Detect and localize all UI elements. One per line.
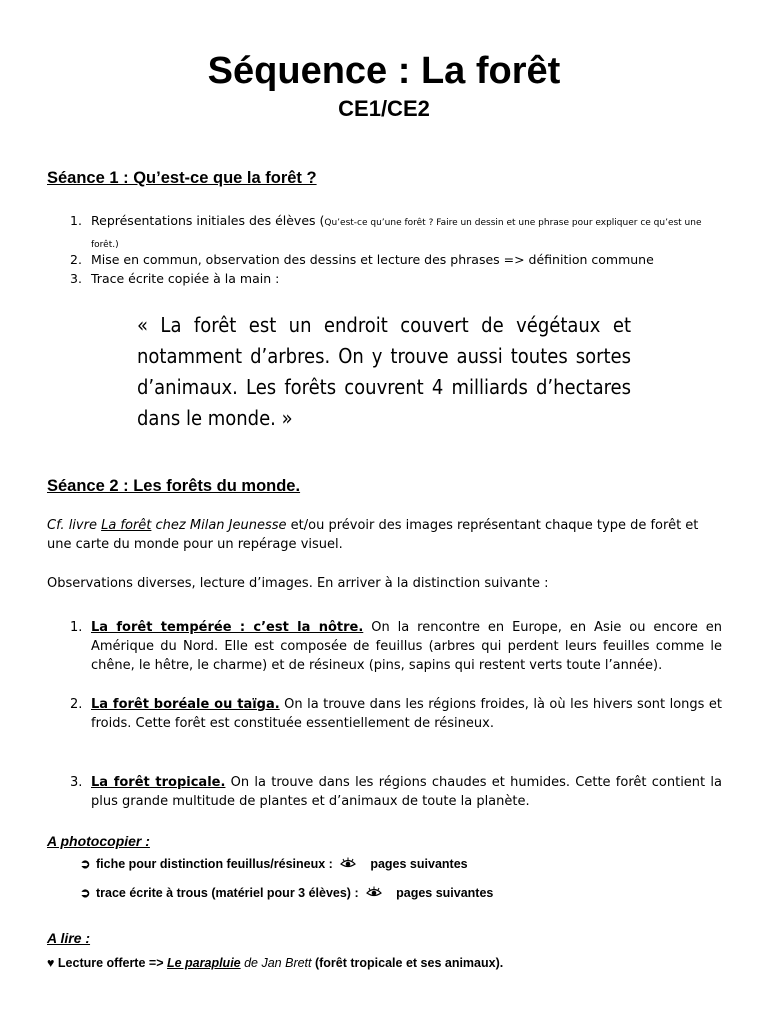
list-number: 2. [70,697,83,712]
list-text [91,773,722,811]
intro-rest: et/ou prévoir des images représentant chaque type de forêt et une carte du monde pour un repérage visuel. [47,518,699,552]
observations-paragraph: Observations diverses, lecture d’images. En arriver à la distinction suivante : [47,576,549,591]
photocopy-text: trace écrite à trous (matériel pour 3 élèves) : [96,886,359,900]
photocopy-after: pages suivantes [396,886,494,900]
forest-type-text: On la trouve dans les régions chaudes et humides. Cette forêt contient la plus grande multitude de plantes et d’animaux de toute la planète. [91,775,722,809]
read-prefix: Lecture offerte => [57,956,167,970]
seance2-heading: Séance 2 : Les forêts du monde. [47,477,301,495]
intro-book-title: La forêt [101,518,152,533]
read-suffix: (forêt tropicale et ses animaux). [311,956,504,970]
read-label: A lire : [47,930,91,946]
photocopy-line [80,885,493,900]
intro-cf: Cf. livre [47,518,102,533]
list-number: 3. [70,271,82,286]
eye-icon [366,886,382,898]
intro-publisher: chez Milan Jeunesse [151,518,287,533]
forest-type-text: On la rencontre en Europe, en Asie ou encore en Amérique du Nord. Elle est composée de feuillus (arbres qui perdent leurs feuilles comme le chêne, le hêtre, le charme) et de résineux (pins, sapins qui restent verts toute l’année). [91,620,722,673]
forest-type-title: La forêt tropicale. [91,775,226,790]
written-trace-quote: « La forêt est un endroit couvert de végétaux et notamment d’arbres. On y trouve aussi toutes sortes d’animaux. Les forêts couvrent 4 milliards d’hectares dans le monde. » [137,313,631,430]
list-text [91,695,722,733]
list-item [70,211,722,251]
read-book-title: Le parapluie [166,956,241,970]
seance1-heading: Séance 1 : Qu’est-ce que la forêt ? [47,169,317,187]
forest-type-text: On la trouve dans les régions froides, là où les hivers sont longs et froids. Cette forêt est constituée essentiellement de résineux. [91,697,722,731]
arrow-icon: ➲ [80,886,91,900]
photocopy-text: fiche pour distinction feuillus/résineux : [96,857,333,871]
list-number: 2. [70,252,82,267]
list-text: Mise en commun, observation des dessins et lecture des phrases => définition commune [91,252,654,267]
item-text: Représentations initiales des élèves ( [91,213,325,228]
forest-type-title: La forêt boréale ou taïga. [91,697,280,712]
list-text [91,618,722,675]
heart-icon: ♥ [47,956,55,970]
photocopy-after: pages suivantes [370,857,468,871]
read-line [47,956,503,970]
page-title: Séquence : La forêt [207,50,561,92]
list-text [91,211,722,255]
read-author: de Jan Brett [240,956,312,970]
photocopier-label: A photocopier : [47,833,150,849]
eye-icon [340,857,356,869]
arrow-icon: ➲ [80,857,91,871]
forest-type-title: La forêt tempérée : c’est la nôtre. [91,620,364,635]
intro-paragraph [47,516,723,554]
list-text: Trace écrite copiée à la main : [91,271,280,286]
photocopy-line [80,856,468,871]
list-number: 3. [70,775,83,790]
list-number: 1. [70,213,82,228]
page-subtitle: CE1/CE2 [338,96,430,121]
list-number: 1. [70,620,83,635]
item-note: Qu’est-ce qu’une forêt ? Faire un dessin et une phrase pour expliquer ce qu’est une forêt.) [91,218,702,250]
